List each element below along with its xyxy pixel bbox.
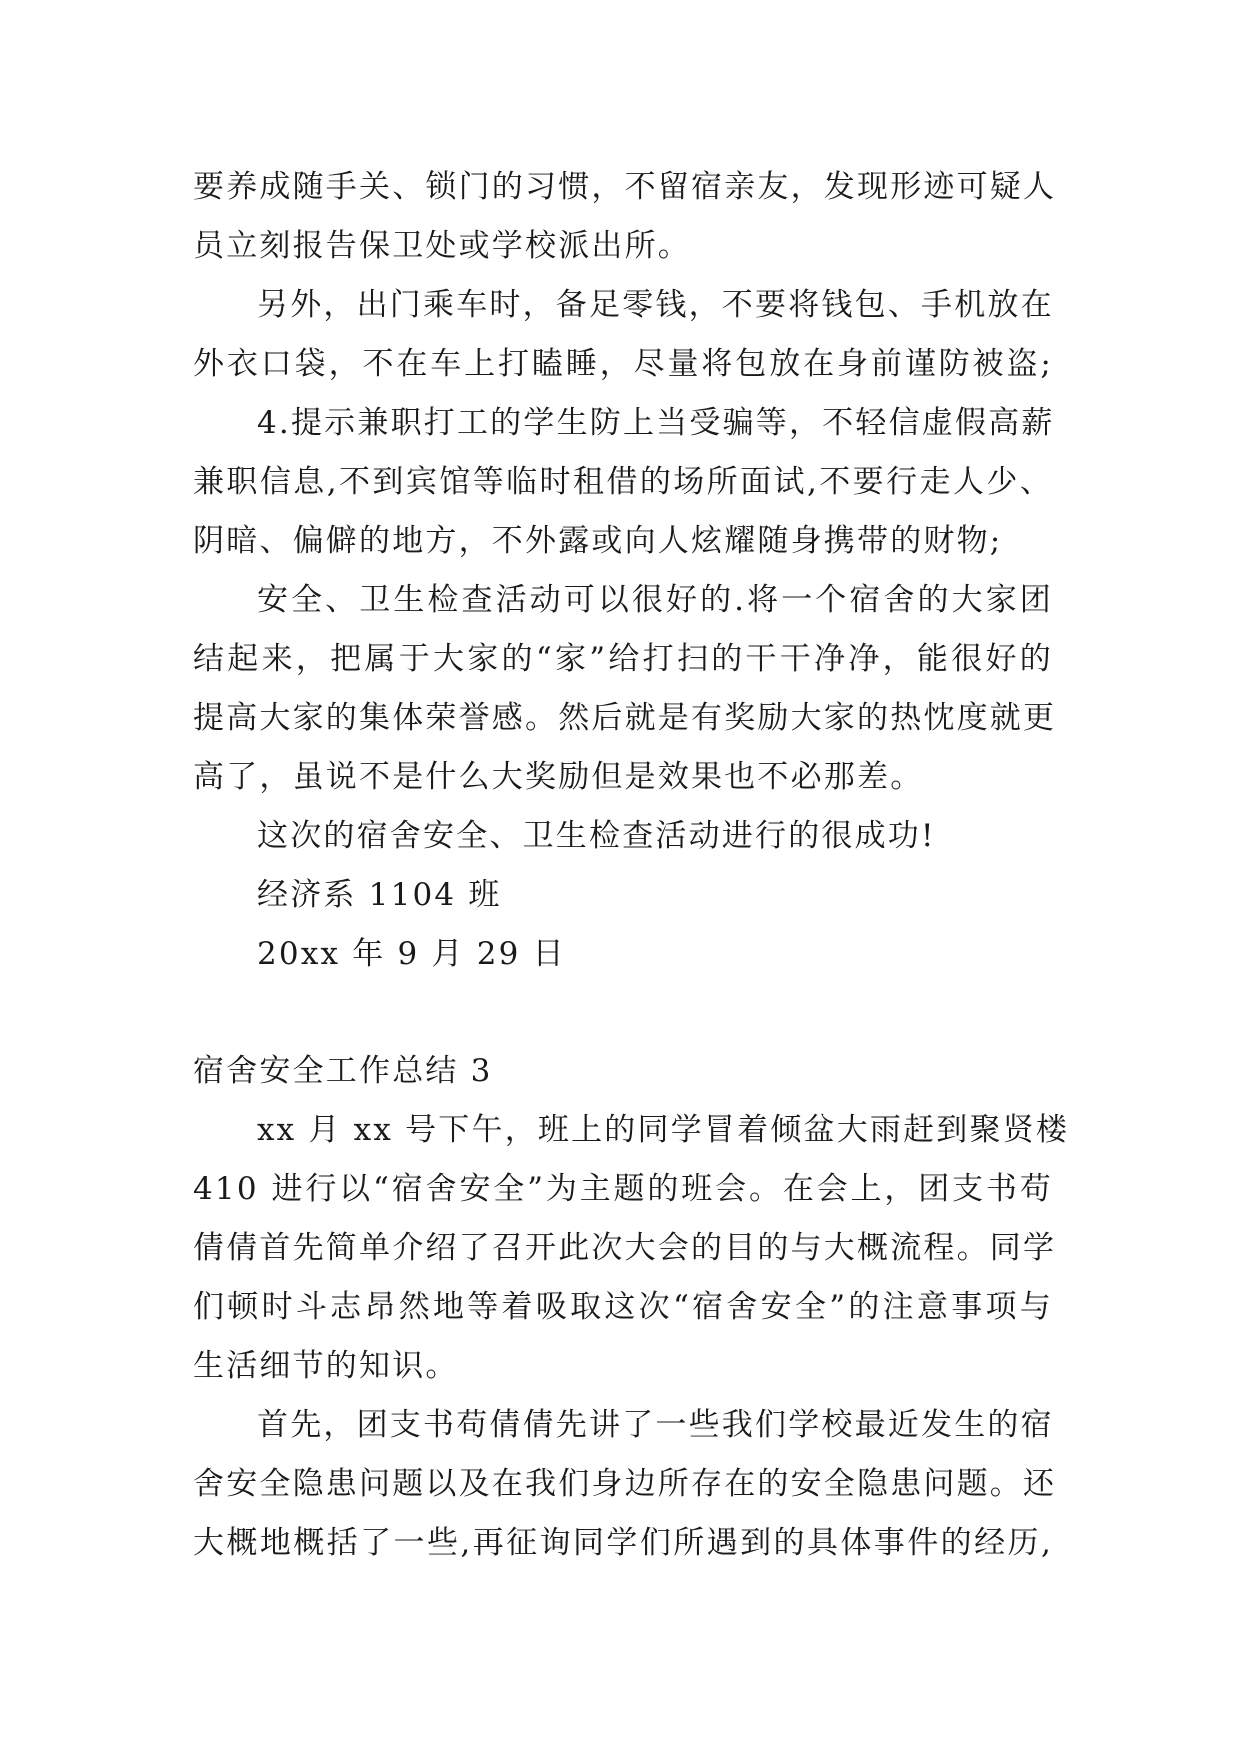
text-line: 兼职信息,不到宾馆等临时租借的场所面试,不要行走人少、 — [193, 464, 1053, 500]
section-title: 宿舍安全工作总结 3 — [193, 1053, 493, 1089]
paragraph-part-time-jobs — [193, 394, 1053, 571]
text-line: 安全、卫生检查活动可以很好的.将一个宿舍的大家团 — [257, 582, 1053, 618]
paragraph-inspection-activity — [193, 571, 1057, 807]
paragraph-lock-doors — [193, 158, 1057, 276]
document-page — [193, 158, 1070, 1573]
text-line: 要养成随手关、锁门的习惯，不留宿亲友，发现形迹可疑人 — [193, 169, 1057, 205]
text-line: 生活细节的知识。 — [193, 1348, 459, 1384]
paragraph-safety-hazards — [193, 1396, 1057, 1573]
text-line: 提高大家的集体荣誉感。然后就是有奖励大家的热忱度就更 — [193, 700, 1057, 736]
paragraph-class-meeting — [193, 1101, 1070, 1396]
signature: 经济系 1104 班 — [257, 877, 502, 913]
text-line: 410 进行以“宿舍安全”为主题的班会。在会上，团支书苟 — [193, 1171, 1053, 1207]
closing-statement: 这次的宿舍安全、卫生检查活动进行的很成功! — [257, 818, 936, 854]
paragraph-travel-safety — [193, 276, 1053, 394]
text-line: 4.提示兼职打工的学生防上当受骗等，不轻信虚假高薪 — [257, 405, 1055, 441]
text-line: 阴暗、偏僻的地方，不外露或向人炫耀随身携带的财物; — [193, 523, 1003, 559]
text-line: 高了，虽说不是什么大奖励但是效果也不必那差。 — [193, 759, 924, 795]
text-line: 外衣口袋，不在车上打瞌睡，尽量将包放在身前谨防被盗; — [193, 346, 1053, 382]
text-line: 另外，出门乘车时，备足零钱，不要将钱包、手机放在 — [257, 287, 1054, 323]
text-line: 大概地概括了一些,再征询同学们所遇到的具体事件的经历, — [193, 1525, 1053, 1561]
date: 20xx 年 9 月 29 日 — [257, 936, 566, 972]
text-line: 员立刻报告保卫处或学校派出所。 — [193, 228, 691, 264]
text-line: 舍安全隐患问题以及在我们身边所存在的安全隐患问题。还 — [193, 1466, 1057, 1502]
text-line: 们顿时斗志昂然地等着吸取这次“宿舍安全”的注意事项与 — [193, 1289, 1053, 1325]
text-line: 结起来，把属于大家的“家”给打扫的干干净净，能很好的 — [193, 641, 1053, 677]
section-spacer — [193, 984, 1053, 1042]
text-line: 首先，团支书苟倩倩先讲了一些我们学校最近发生的宿 — [257, 1407, 1054, 1443]
text-line: xx 月 xx 号下午，班上的同学冒着倾盆大雨赶到聚贤楼 — [257, 1112, 1070, 1148]
text-line: 倩倩首先简单介绍了召开此次大会的目的与大概流程。同学 — [193, 1230, 1057, 1266]
